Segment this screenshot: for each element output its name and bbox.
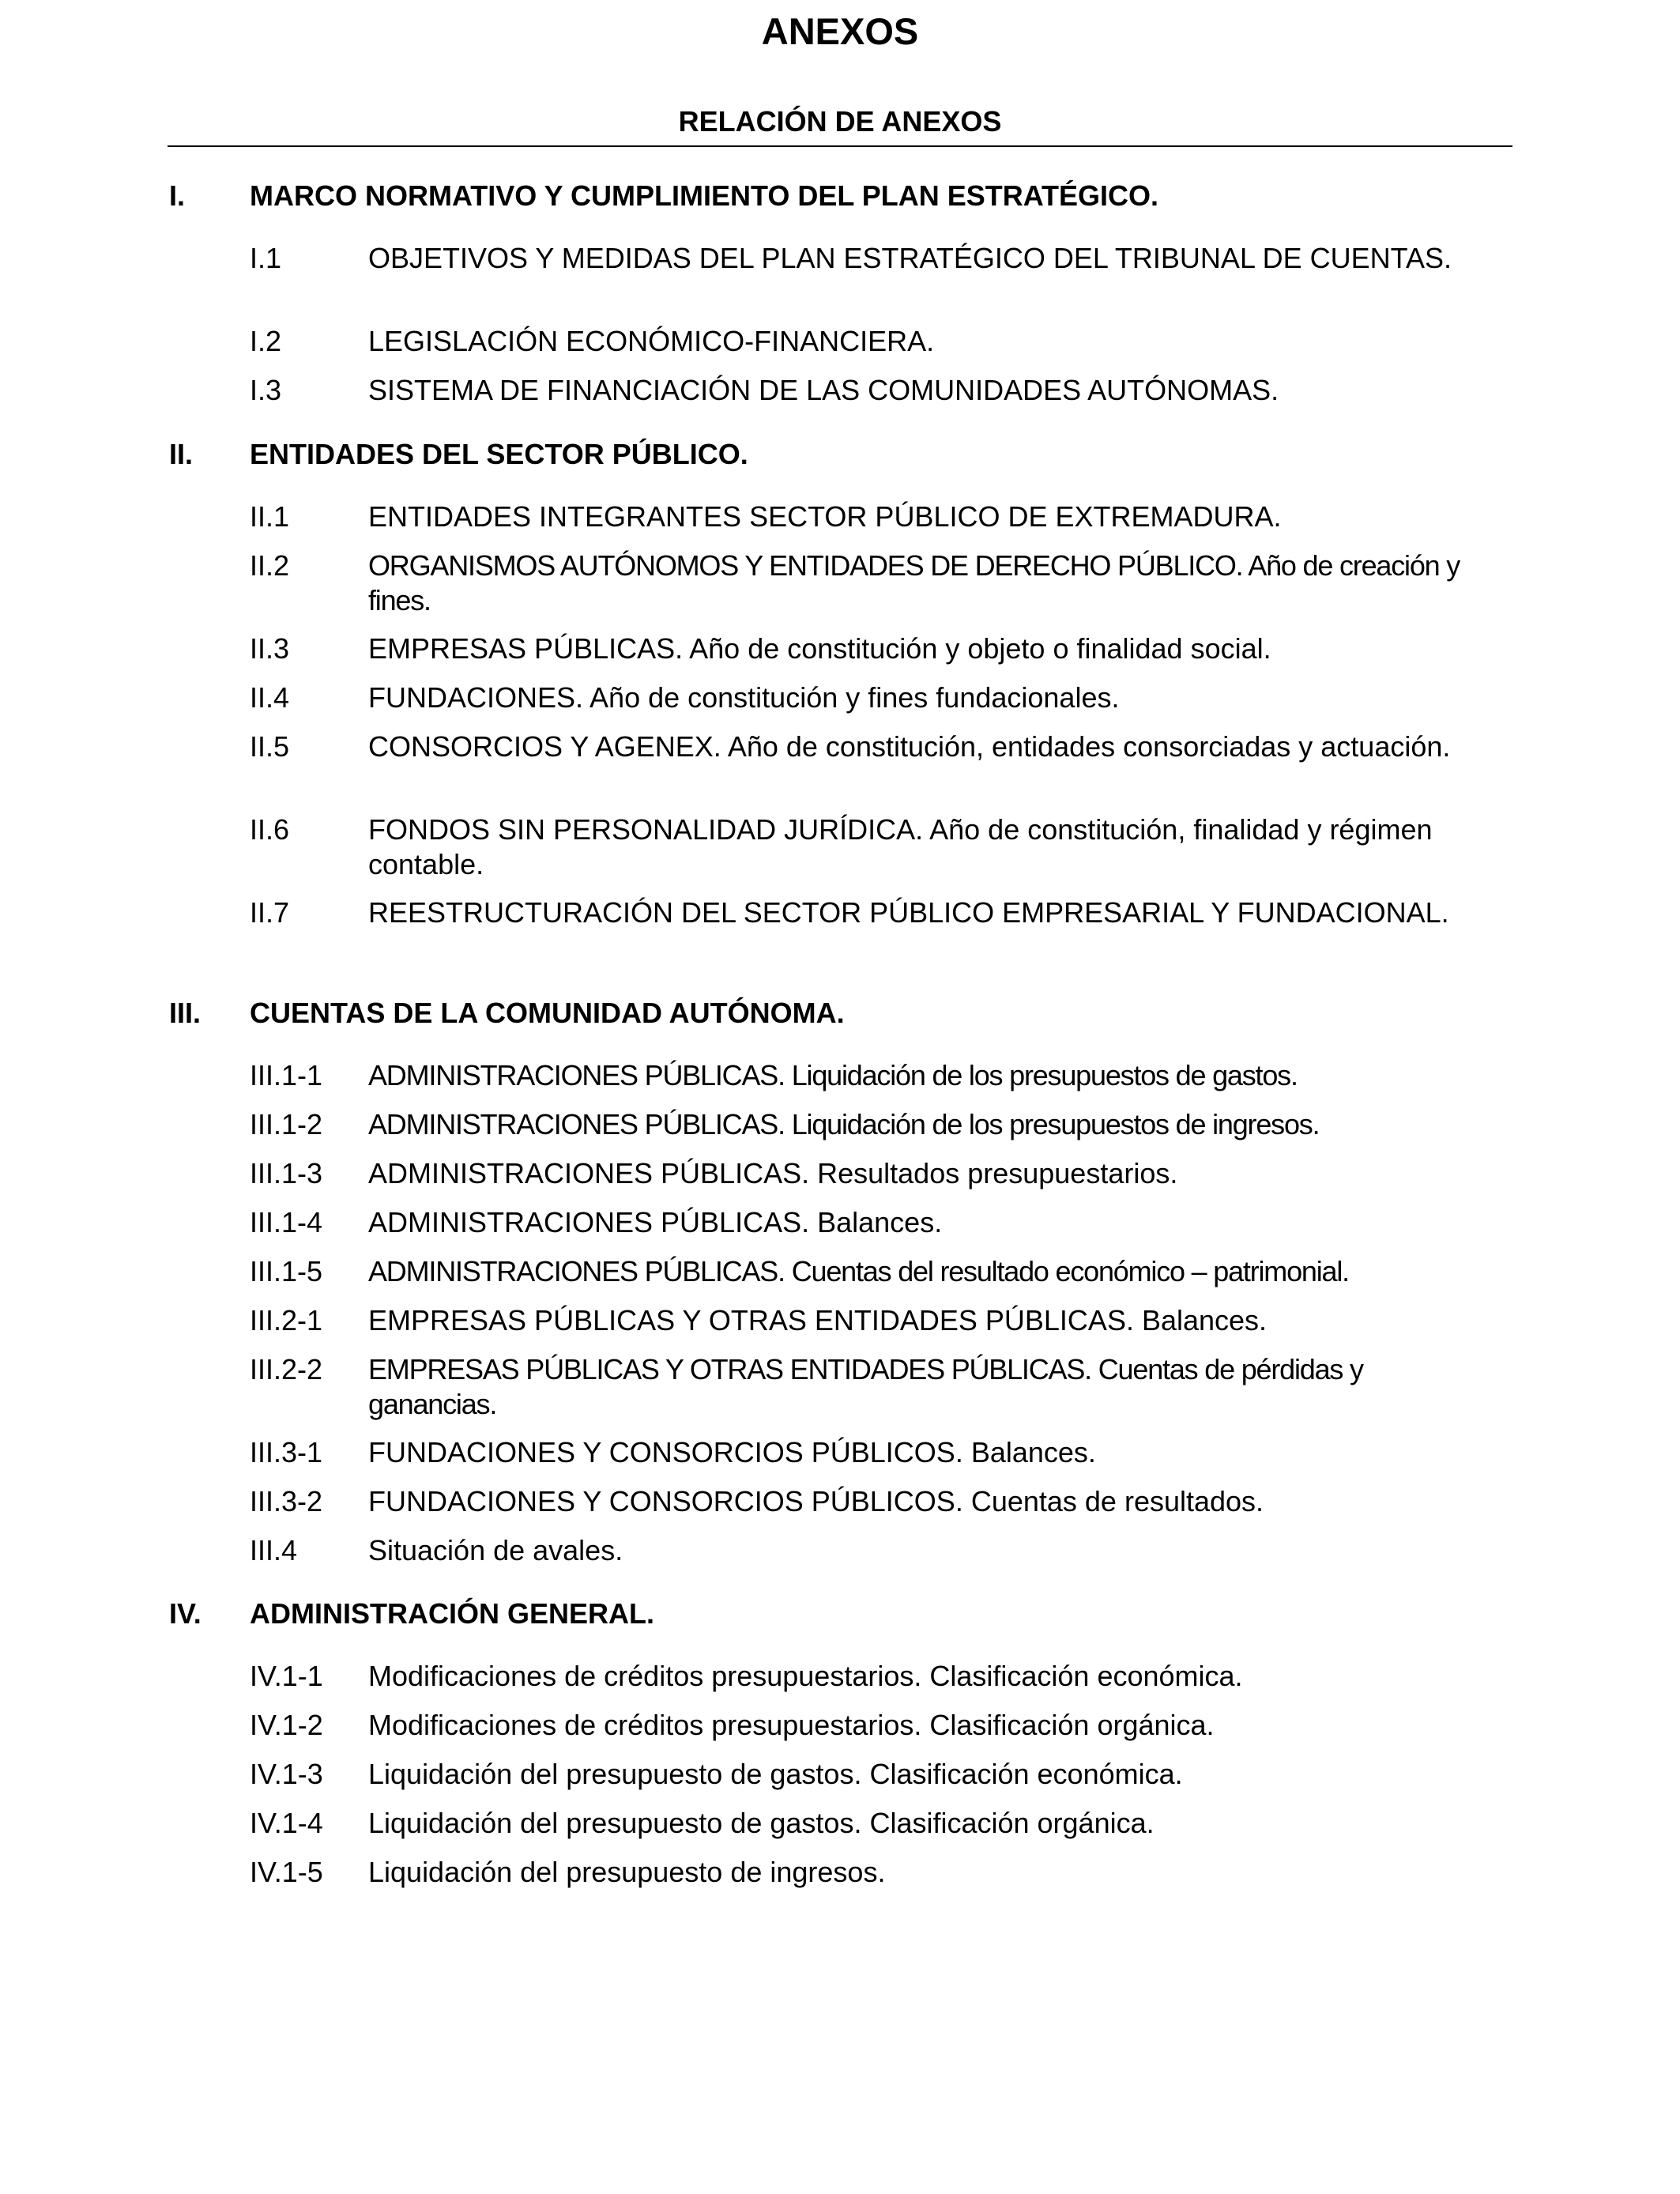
annex-code: I.1 (250, 242, 282, 274)
section-title: CUENTAS DE LA COMUNIDAD AUTÓNOMA. (250, 997, 845, 1029)
section-number: II. (169, 438, 194, 470)
annex-code: III.2-1 (250, 1304, 323, 1336)
annex-code: II.2 (250, 549, 290, 582)
annex-code: II.3 (250, 632, 290, 665)
annex-text: FUNDACIONES Y CONSORCIOS PÚBLICOS. Cuentas de resultados. (368, 1485, 1264, 1517)
annex-code: III.1-4 (250, 1206, 323, 1238)
section-title: MARCO NORMATIVO Y CUMPLIMIENTO DEL PLAN ESTRATÉGICO. (250, 179, 1159, 212)
annex-code: III.1-3 (250, 1157, 323, 1189)
annex-code: IV.1-2 (250, 1709, 323, 1741)
annex-code: III.3-2 (250, 1485, 323, 1517)
annex-code: III.3-1 (250, 1436, 323, 1468)
annex-text: ADMINISTRACIONES PÚBLICAS. Resultados presupuestarios. (368, 1157, 1178, 1189)
annex-code: II.4 (250, 681, 290, 714)
annex-text: ENTIDADES INTEGRANTES SECTOR PÚBLICO DE EXTREMADURA. (368, 500, 1282, 533)
annex-text: Modificaciones de créditos presupuestarios. Clasificación orgánica. (368, 1709, 1215, 1741)
annex-text: FUNDACIONES Y CONSORCIOS PÚBLICOS. Balances. (368, 1436, 1096, 1468)
section-title: ADMINISTRACIÓN GENERAL. (250, 1597, 654, 1630)
annex-code: IV.1-5 (250, 1856, 323, 1888)
annex-text: ORGANISMOS AUTÓNOMOS Y ENTIDADES DE DERECHO PÚBLICO. Año de creación y fines. (368, 549, 1460, 616)
annex-code: I.2 (250, 325, 282, 357)
annex-text: REESTRUCTURACIÓN DEL SECTOR PÚBLICO EMPRESARIAL Y FUNDACIONAL. (368, 896, 1449, 929)
annex-text: FONDOS SIN PERSONALIDAD JURÍDICA. Año de constitución, finalidad y régimen contable. (368, 813, 1433, 880)
annex-code: III.1-5 (250, 1255, 323, 1287)
annex-text: Liquidación del presupuesto de gastos. Clasificación económica. (368, 1758, 1183, 1790)
section-number: III. (169, 997, 202, 1029)
annex-code: III.1-1 (250, 1059, 323, 1091)
annex-code: II.5 (250, 730, 290, 763)
annex-text: SISTEMA DE FINANCIACIÓN DE LAS COMUNIDADES AUTÓNOMAS. (368, 374, 1279, 406)
page-title: ANEXOS (761, 10, 919, 52)
section-title: ENTIDADES DEL SECTOR PÚBLICO. (250, 438, 748, 470)
section-number: IV. (169, 1597, 202, 1630)
annex-text: ADMINISTRACIONES PÚBLICAS. Liquidación de los presupuestos de gastos. (368, 1059, 1298, 1091)
annex-text: CONSORCIOS Y AGENEX. Año de constitución, entidades consorciadas y actuación. (368, 730, 1451, 763)
page-subtitle: RELACIÓN DE ANEXOS (678, 105, 1002, 138)
annex-code: III.4 (250, 1534, 298, 1566)
annex-code: II.7 (250, 896, 290, 929)
annex-text: EMPRESAS PÚBLICAS Y OTRAS ENTIDADES PÚBLICAS. Cuentas de pérdidas y ganancias. (368, 1353, 1363, 1420)
annex-text: ADMINISTRACIONES PÚBLICAS. Liquidación de los presupuestos de ingresos. (368, 1108, 1320, 1140)
annex-text: ADMINISTRACIONES PÚBLICAS. Cuentas del resultado económico – patrimonial. (368, 1255, 1349, 1287)
annex-code: IV.1-3 (250, 1758, 323, 1790)
header-divider (168, 145, 1512, 147)
annex-text: Liquidación del presupuesto de gastos. Clasificación orgánica. (368, 1807, 1155, 1839)
annex-code: II.1 (250, 500, 290, 533)
annex-text: OBJETIVOS Y MEDIDAS DEL PLAN ESTRATÉGICO DEL TRIBUNAL DE CUENTAS. (368, 242, 1452, 274)
annex-text: Liquidación del presupuesto de ingresos. (368, 1856, 886, 1888)
annex-text: LEGISLACIÓN ECONÓMICO-FINANCIERA. (368, 325, 935, 357)
annex-text: Situación de avales. (368, 1534, 623, 1566)
annex-text: EMPRESAS PÚBLICAS Y OTRAS ENTIDADES PÚBLICAS. Balances. (368, 1304, 1268, 1336)
annex-code: III.2-2 (250, 1353, 323, 1385)
annex-code: III.1-2 (250, 1108, 323, 1140)
annex-text: Modificaciones de créditos presupuestarios. Clasificación económica. (368, 1660, 1243, 1692)
section-number: I. (169, 179, 186, 212)
annex-text: FUNDACIONES. Año de constitución y fines fundacionales. (368, 681, 1120, 714)
annex-code: IV.1-4 (250, 1807, 323, 1839)
annex-text: ADMINISTRACIONES PÚBLICAS. Balances. (368, 1206, 943, 1238)
annex-text: EMPRESAS PÚBLICAS. Año de constitución y objeto o finalidad social. (368, 632, 1271, 665)
annex-code: I.3 (250, 374, 282, 406)
annex-code: II.6 (250, 813, 290, 846)
annex-code: IV.1-1 (250, 1660, 323, 1692)
